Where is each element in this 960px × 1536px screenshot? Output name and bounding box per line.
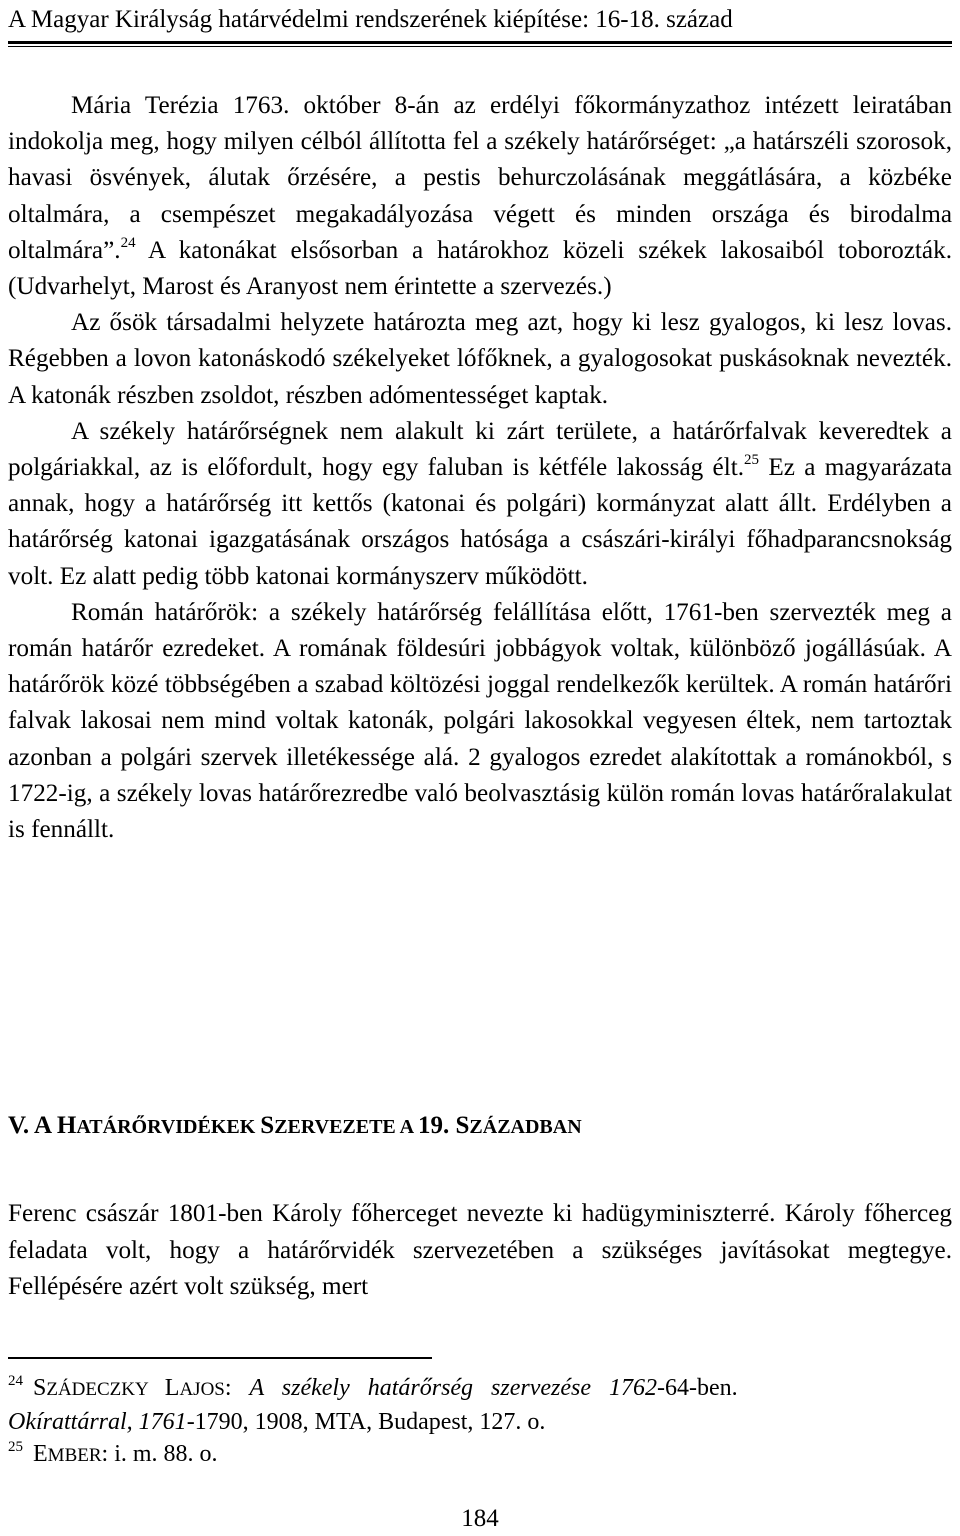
footnote-ref-25[interactable]: 25: [744, 452, 760, 469]
footnote-24: $^{24}$ SZÁDECZKY LAJOS: A székely határőrség szervezése 1762-64-ben.: [8, 1373, 738, 1401]
section-heading: V. A HATÁRŐRVIDÉKEK SZERVEZETE A 19. SZÁZADBAN: [8, 1112, 582, 1139]
header-rule-thin: [8, 46, 952, 47]
main-text: [8, 88, 952, 848]
paragraph-3: A székely határőrségnek nem alakult ki zárt területe, a határőrfalvak keveredtek a polgáriakkal, az is előfordult, hogy egy faluban is kétféle lakosság élt.$^{25}$ Ez a magyarázata annak, hogy a határőrség itt kettős (katonai és polgári) kormányzat alatt állt. Erdélyben a határőrség katonai igazgatásának országos hatósága a császári-királyi főhadparancsnokság volt. Ez alatt pedig több katonai kormányszerv működött.: [8, 417, 952, 590]
paragraph-1: Mária Terézia 1763. október 8-án az erdélyi főkormányzathoz intézett leiratában indokolja meg, hogy milyen célból állította fel a székely határőrséget: „a határszéli szorosok, havasi ösvények, álutak őrzésére, a pestis behurczolásának meggátlására, a közbéke oltalmára, a csempészet megakadályozása végett és minden országa és birodalma oltalmára”.$^{24}$ A katonákat elsősorban a határokhoz közeli székek lakosaiból toborozták. (Udvarhelyt, Marost és Aranyost nem érintette a szervezés.): [8, 92, 952, 301]
footnote-separator: [8, 1357, 432, 1359]
footnote-24-cont: Okírattárral, 1761-1790, 1908, MTA, Budapest, 127. o.: [8, 1409, 546, 1435]
paragraph-2: Az ősök társadalmi helyzete határozta meg azt, hogy ki lesz gyalogos, ki lesz lovas. Régebben a lovon katonáskodó székelyeket lófőknek, a gyalogosokat puskásoknak nevezték. A katonák részben zsoldot, részben adómentességet kaptak.: [8, 309, 952, 409]
footnote-ref-24[interactable]: 24: [120, 234, 136, 251]
header-rule-thick: [8, 41, 952, 44]
running-header: A Magyar Királyság határvédelmi rendszerének kiépítése: 16-18. század: [8, 6, 733, 33]
footnotes: [8, 1372, 952, 1472]
page-number: 184: [461, 1505, 499, 1532]
paragraph-5: Ferenc császár 1801-ben Károly főherceget nevezte ki hadügyminiszterré. Károly főherceg feladata volt, hogy a határőrvidék szervezetében a szükséges javításokat megtegye. Fellépésére azért volt szükség, mert: [8, 1200, 952, 1300]
footnote-25: $^{25}$ EMBER: i. m. 88. o.: [8, 1439, 218, 1467]
paragraph-4: Román határőrök: a székely határőrség felállítása előtt, 1761-ben szervezték meg a román határőr ezredeket. A romának földesúri jobbágyok voltak, különböző jogállásúak. A határőrök közé többségében a szabad költözési joggal rendelkezők kerültek. A román határőri falvak lakosai nem mind voltak katonák, polgári lakosokkal vegyesen éltek, nem tartoztak azonban a polgári szervek illetékessége alá. 2 gyalogos ezredet alakítottak a románokból, s 1722-ig, a székely lovas határőrezredbe való beolvasztásig külön román lovas határőralakulat is fennállt.: [8, 598, 952, 844]
section-text: [8, 1196, 952, 1306]
